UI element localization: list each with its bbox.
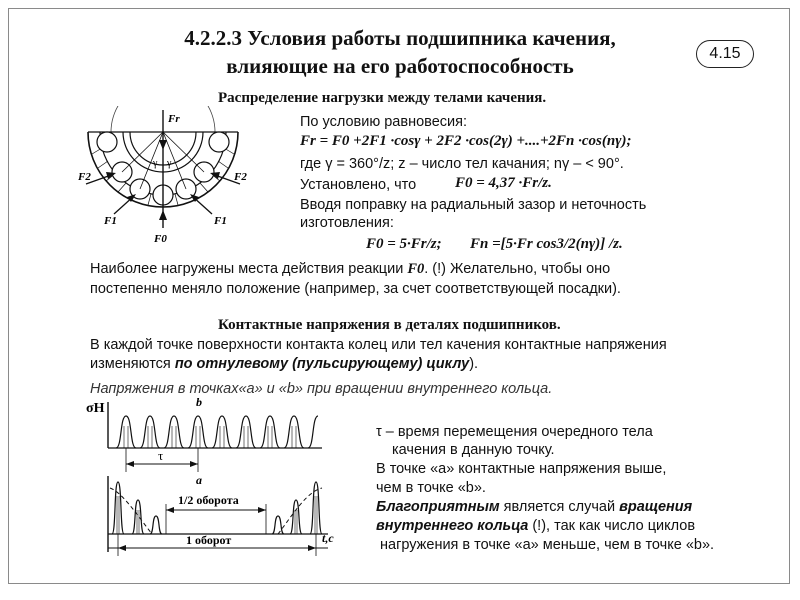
stress-figure-caption: Напряжения в точках«a» и «b» при вращении внутреннего кольца. [90,381,553,397]
f2-left-label: F2 [78,171,91,183]
gamma-right-label: γ [167,158,172,169]
formula-f0: F0 = 5·Fr/z; [366,236,442,252]
f0-label: F0 [154,233,167,245]
favorable-line-1 [376,498,692,517]
contact-line-2 [90,355,478,374]
established-label: Установлено, что [300,177,417,193]
formula-fn: Fn =[5·Fr cos3/2(nγ)] /z. [470,236,623,252]
contact-line-2-end: ). [469,356,479,372]
contact-line-2-plain: изменяются [90,356,175,372]
conclusion-f0: F0 [407,261,425,277]
title-line-1: 4.2.2.3 Условия работы подшипника качения, [184,26,616,50]
point-b-label: b [196,396,202,409]
f2-right-label: F2 [234,171,247,183]
gamma-left-label: γ [153,158,158,169]
conclusion-line-1 [90,260,610,279]
favorable-line-3: нагружения в точке «a» меньше, чем в точке «b». [380,537,715,553]
f1-left-label: F1 [104,215,117,227]
equation-main: Fr = F0 +2F1 ·cosγ + 2F2 ·cos(2γ) +....+2Fn ·cos(nγ); [300,133,632,149]
fr-label: Fr [168,113,180,125]
favorable-bold-1: Благоприятным [376,499,500,515]
slide-number-badge: 4.15 [696,40,754,68]
favorable-mid: является случай [499,499,620,515]
established-formula: F0 = 4,37 ·Fr/z. [455,175,552,191]
f1-right-label: F1 [214,215,227,227]
conclusion-text-a: Наиболее нагружены места действия реакции [90,261,408,277]
contact-line-1: В каждой точке поверхности контакта колец или тел качения контактные напряжения [90,337,667,353]
tau-explanation-2: качения в данную точку. [392,442,555,458]
full-turn-label: 1 оборот [186,533,232,547]
correction-line-2: изготовления: [300,215,394,231]
stress-cycle-plot [82,396,362,566]
point-a-explanation-1: В точке «a» контактные напряжения выше, [376,461,667,477]
contact-line-2-bold: по отнулевому (пульсирующему) циклу [174,356,470,372]
load-distribution-heading: Распределение нагрузки между телами качения. [218,90,547,106]
where-line: где γ = 360°/z; z – число тел качания; nγ – < 90°. [300,156,624,172]
favorable-bold-2: вращения [619,499,693,515]
point-a-explanation-2: чем в точке «b». [376,480,486,496]
title-line-2: влияющие на его работоспособность [226,54,574,78]
correction-line-1: Вводя поправку на радиальный зазор и неточность [300,197,647,213]
sigma-h-label: σH [86,401,105,416]
conclusion-text-c: . (!) Желательно, чтобы оно [424,261,611,277]
slide-title [150,24,650,80]
tau-explanation-1: τ – время перемещения очередного тела [376,424,653,440]
point-a-label: a [196,473,202,487]
favorable-line-2-rest: (!), так как число циклов [528,518,696,534]
contact-stress-heading: Контактные напряжения в деталях подшипников. [218,317,561,333]
time-axis-label: t,c [322,531,334,545]
favorable-line-2 [376,517,695,536]
conclusion-line-2: постепенно меняло положение (например, за счет соответствующей посадки). [90,281,621,297]
bearing-load-diagram [78,106,248,248]
tau-label: τ [158,448,164,463]
favorable-line-2-bold: внутреннего кольца [376,518,529,534]
half-turn-label: 1/2 оборота [178,493,239,507]
equilibrium-intro: По условию равновесия: [300,114,467,130]
